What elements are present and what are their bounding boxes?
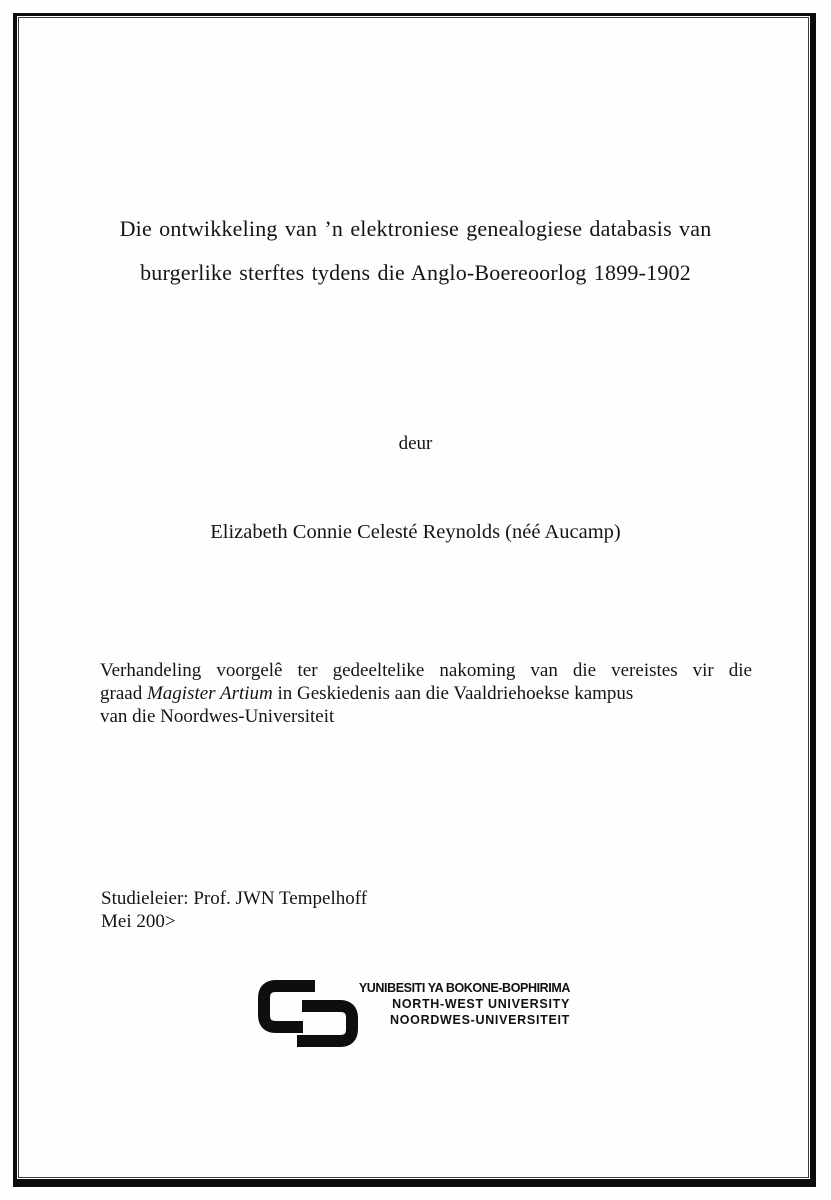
logo-text-english: NORTH-WEST UNIVERSITY xyxy=(392,997,570,1011)
nwu-logo-icon xyxy=(258,978,358,1050)
supervisor-block xyxy=(101,887,367,933)
university-logo-text xyxy=(359,980,570,1028)
thesis-title-line2: burgerlike sterftes tydens die Anglo-Boereoorlog 1899-1902 xyxy=(140,260,691,285)
logo-text-setswana: YUNIBESITI YA BOKONE-BOPHIRIMA xyxy=(358,981,570,995)
degree-statement-line2-prefix: graad xyxy=(100,683,147,704)
thesis-title-line1: Die ontwikkeling van ’n elektroniese genealogiese databasis van xyxy=(119,216,712,241)
date-line: Mei 200> xyxy=(101,911,176,932)
degree-name-italic: Magister Artium xyxy=(146,683,273,704)
degree-statement-line2-suffix: in Geskiedenis aan die Vaaldriehoekse kampus xyxy=(272,683,634,704)
author-name: Elizabeth Connie Celesté Reynolds (néé Aucamp) xyxy=(210,521,621,543)
supervisor-line: Studieleier: Prof. JWN Tempelhoff xyxy=(101,888,368,909)
thesis-title xyxy=(0,207,831,295)
logo-text-afrikaans: NOORDWES-UNIVERSITEIT xyxy=(390,1013,570,1027)
degree-statement-line2 xyxy=(100,682,752,705)
degree-statement-line3: van die Noordwes-Universiteit xyxy=(100,706,335,727)
university-logo xyxy=(258,976,570,1052)
degree-statement-line1: Verhandeling voorgelê ter gedeeltelike nakoming van die vereistes vir die xyxy=(100,660,752,681)
degree-statement xyxy=(100,659,752,728)
byline-label: deur xyxy=(398,433,433,454)
